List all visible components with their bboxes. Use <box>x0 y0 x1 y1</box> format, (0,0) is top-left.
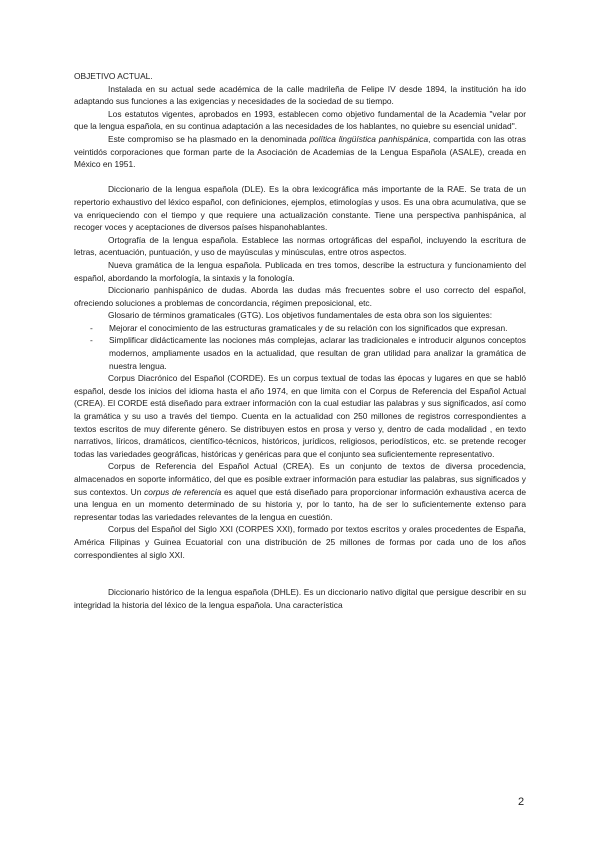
paragraph-corpes: Corpus del Español del Siglo XXI (CORPES XXI), formado por textos escritos y orales procedentes de España, América Filipinas y Guinea Ecuatorial con una distribución de 25 millones de formas por cada uno de los años correspondientes al siglo XXI. <box>74 524 526 560</box>
compromiso-text-a: Este compromiso se ha plasmado en la denominada <box>108 133 310 144</box>
paragraph-dle: Diccionario de la lengua española (DLE). Es la obra lexicográfica más importante de la RAE. Se trata de un repertorio exhaustivo del léxico español, con definiciones, ejemplos, etimologías y usos. Es una obra acumulativa, que se va enriqueciendo con el tiempo y que requiere una actualización constante. Tiene una perspectiva panhispánica, al recoger voces y aceptaciones de diversos países hispanohablantes. <box>74 184 526 233</box>
crea-text-a: Corpus de Referencia del Español Actual (CREA). Es un conjunto de textos de diversa procedencia, almacenados en soporte informático, del que es posible extraer información para estudiar las palabras, sus significados y sus contextos. Un <box>74 461 526 497</box>
crea-text-b: es aquel que está diseñado para proporcionar información exhaustiva acerca de una lengua en un momento determinado de su historia y, por lo tanto, ha de ser lo suficientemente extenso para representar todas las variedades relevantes de la lengua en cuestión. <box>74 486 526 522</box>
politica-panhispanica-emphasis: política lingüística panhispánica <box>309 133 429 144</box>
paragraph-dhle: Diccionario histórico de la lengua española (DHLE). Es un diccionario nativo digital que persigue describir en su integridad la historia del léxico de la lengua española. Una característica <box>74 587 526 610</box>
paragraph-crea <box>74 460 526 523</box>
list-item: - Simplificar didácticamente las nociones más complejas, aclarar las tradicionales e introducir algunos conceptos modernos, ampliamente usados en la actualidad, que resultan de gran utilidad para analizar la gramática de nuestra lengua. <box>74 334 526 372</box>
paragraph-corde: Corpus Diacrónico del Español (CORDE). Es un corpus textual de todas las épocas y lugares en que se habló español, desde los inicios del idioma hasta el año 1974, en que limita con el Corpus de Referencia del Español Actual (CREA). El CORDE está diseñado para extraer información con la cual estudiar las palabras y sus significados, así como la gramática y su uso a través del tiempo. Cuenta en la actualidad con 250 millones de registros correspondientes a textos escritos de muy diferente género. Se distribuyen estos en prosa y verso y, dentro de cada modalidad , en texto narrativos, líricos, dramáticos, científico-técnicos, históricos, jurídicos, religiosos, periodísticos, etc. se pretende recoger todas las variedades geográficas, históricas y genéricas para que el conjunto sea suficientemente representativo. <box>74 373 526 459</box>
gtg-objectives-list <box>74 322 526 372</box>
paragraph-sede: Instalada en su actual sede académica de la calle madrileña de Felipe IV desde 1894, la institución ha ido adaptando sus funciones a las exigencias y necesidades de la sociedad de su tiempo. <box>74 83 526 107</box>
corpus-referencia-emphasis: corpus de referencia <box>144 486 222 497</box>
spacer <box>74 171 526 184</box>
paragraph-ortografia: Ortografía de la lengua española. Establece las normas ortográficas del español, incluyendo la escritura de letras, acentuación, puntuación, y uso de mayúsculas y minúsculas, entre otros aspectos. <box>74 234 526 258</box>
paragraph-gramatica: Nueva gramática de la lengua española. Publicada en tres tomos, describe la estructura y funcionamiento del español, abordando la morfología, la sintaxis y la fonología. <box>74 259 526 283</box>
paragraph-estatutos: Los estatutos vigentes, aprobados en 1993, establecen como objetivo fundamental de la Academia "velar por que la lengua española, en su continua adaptación a las necesidades de los hablantes, no quiebre su esencial unidad". <box>74 108 526 132</box>
paragraph-dpd: Diccionario panhispánico de dudas. Aborda las dudas más frecuentes sobre el uso correcto del español, ofreciendo soluciones a problemas de concordancia, régimen preposicional, etc. <box>74 285 526 308</box>
paragraph-gtg: Glosario de términos gramaticales (GTG). Los objetivos fundamentales de esta obra son los siguientes: <box>108 310 493 321</box>
list-item: - Mejorar el conocimiento de las estructuras gramaticales y de su relación con los significados que expresan. <box>74 322 526 335</box>
compromiso-text-b: , compartida con las otras veintidós corporaciones que forman parte de la Asociación de Academias de la Lengua Española (ASALE), creada en México en 1951. <box>74 133 526 170</box>
paragraph-compromiso <box>74 133 526 171</box>
spacer <box>74 561 526 586</box>
document-page <box>74 70 526 611</box>
section-heading: OBJETIVO ACTUAL. <box>74 71 153 81</box>
page-number: 2 <box>518 796 525 808</box>
